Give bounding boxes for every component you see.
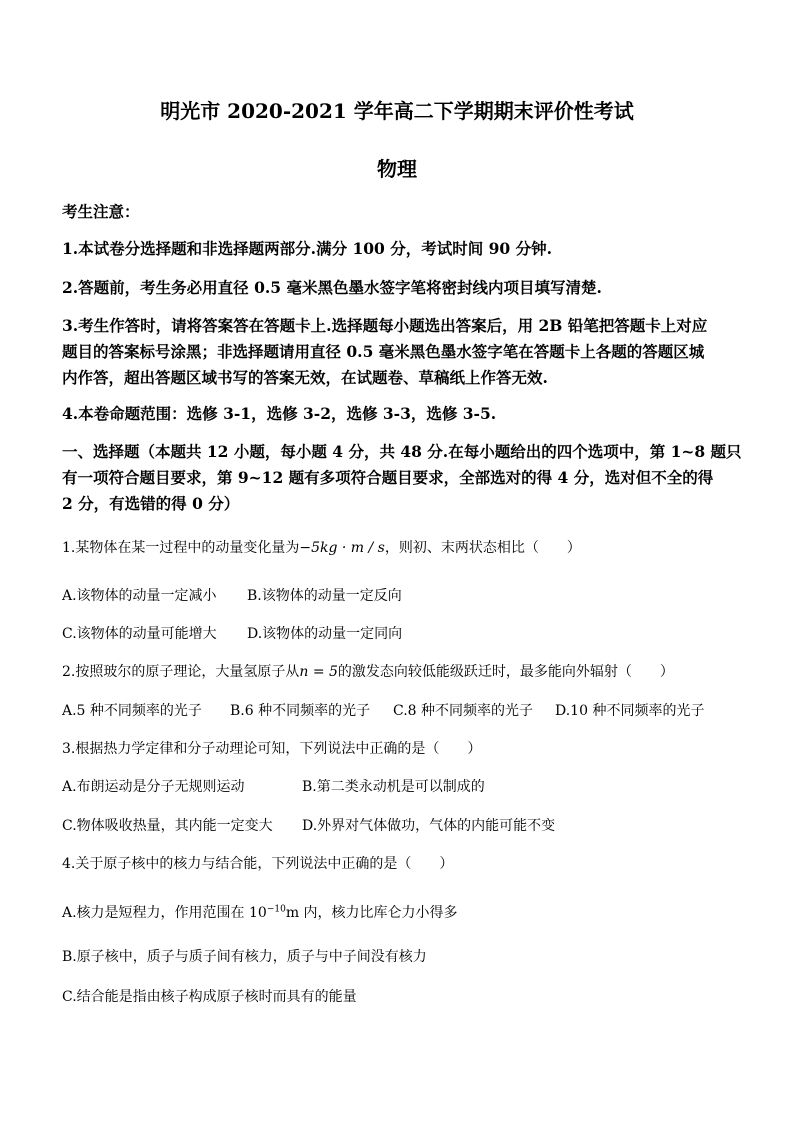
option-b: B.该物体的动量一定反向 — [247, 588, 402, 604]
notice-item: 3.考生作答时，请将答案答在答题卡上.选择题每小题选出答案后，用 2B 铅笔把答题卡上对应 — [62, 316, 708, 335]
option-b: B.6 种不同频率的光子 — [230, 703, 371, 719]
exponent: −10 — [266, 904, 286, 915]
option-d: D.外界对气体做功，气体的内能可能不变 — [302, 818, 556, 834]
option-a: A.该物体的动量一定减小 — [62, 588, 217, 604]
exam-title: 明光市 2020-2021 学年高二下学期期末评价性考试 — [160, 99, 634, 123]
notice-item: 题目的答案标号涂黑；非选择题请用直径 0.5 毫米黑色墨水签字笔在答题卡上各题的答题区城 — [62, 342, 705, 361]
question-4-stem: 4.关于原子核中的核力与结合能，下列说法中正确的是（ ） — [62, 856, 454, 872]
question-stem-text: ，则初、末两状态相比（ ） — [384, 540, 581, 556]
section-instructions: 2 分，有选错的得 0 分） — [62, 494, 240, 513]
section-instructions: 有一项符合题目要求，第 9~12 题有多项符合题目要求，全部选对的得 4 分，选对但不全的得 — [62, 468, 714, 487]
formula: n = 5 — [299, 664, 338, 680]
option-a: A.布朗运动是分子无规则运动 — [62, 779, 245, 795]
question-1-options — [62, 623, 402, 643]
option-d: D.10 种不同频率的光子 — [555, 703, 705, 719]
question-3-options — [62, 776, 485, 796]
question-3-stem: 3.根据热力学定律和分子动理论可知，下列说法中正确的是（ ） — [62, 741, 482, 757]
notice-item: 内作答，超出答题区域书写的答案无效，在试题卷、草稿纸上作答无效. — [62, 368, 548, 387]
question-3-options — [62, 815, 555, 835]
question-2-stem — [62, 661, 674, 681]
option-a: A.5 种不同频率的光子 — [62, 703, 202, 719]
notice-item: 2.答题前，考生务必用直径 0.5 毫米黑色墨水签字笔将密封线内项目填写清楚. — [62, 278, 602, 297]
formula: −5kg · m / s — [299, 540, 385, 556]
option-c: C.8 种不同频率的光子 — [393, 703, 534, 719]
option-c: C.该物体的动量可能增大 — [62, 626, 217, 642]
option-d: D.该物体的动量一定同向 — [247, 626, 403, 642]
option-b: B.原子核中，质子与质子间有核力，质子与中子间没有核力 — [62, 949, 427, 965]
option-b: B.第二类永动机是可以制成的 — [302, 779, 485, 795]
option-text: m 内，核力比库仑力小得多 — [285, 905, 458, 921]
option-c: C.结合能是指由核子构成原子核时而具有的能量 — [62, 989, 357, 1005]
question-2-options — [62, 700, 704, 720]
subject-title: 物理 — [377, 157, 417, 181]
option-a — [62, 902, 458, 922]
question-1-stem — [62, 537, 581, 557]
question-stem-text: 的激发态向较低能级跃迁时，最多能向外辐射（ ） — [337, 664, 674, 680]
notice-item: 1.本试卷分选择题和非选择题两部分.满分 100 分，考试时间 90 分钟. — [62, 239, 552, 258]
question-1-options — [62, 585, 402, 605]
question-stem-text: 2.按照玻尔的原子理论，大量氢原子从 — [62, 664, 300, 680]
section-instructions: 一、选择题（本题共 12 小题，每小题 4 分，共 48 分.在每小题给出的四个选项中，第 1~8 题只 — [62, 442, 742, 461]
option-c: C.物体吸收热量，其内能一定变大 — [62, 818, 273, 834]
notice-item: 4.本卷命题范围：选修 3-1，选修 3-2，选修 3-3，选修 3-5. — [62, 404, 497, 423]
notice-heading: 考生注意： — [62, 202, 140, 221]
option-text: A.核力是短程力，作用范围在 10 — [62, 905, 267, 921]
question-stem-text: 1.某物体在某一过程中的动量变化量为 — [62, 540, 300, 556]
